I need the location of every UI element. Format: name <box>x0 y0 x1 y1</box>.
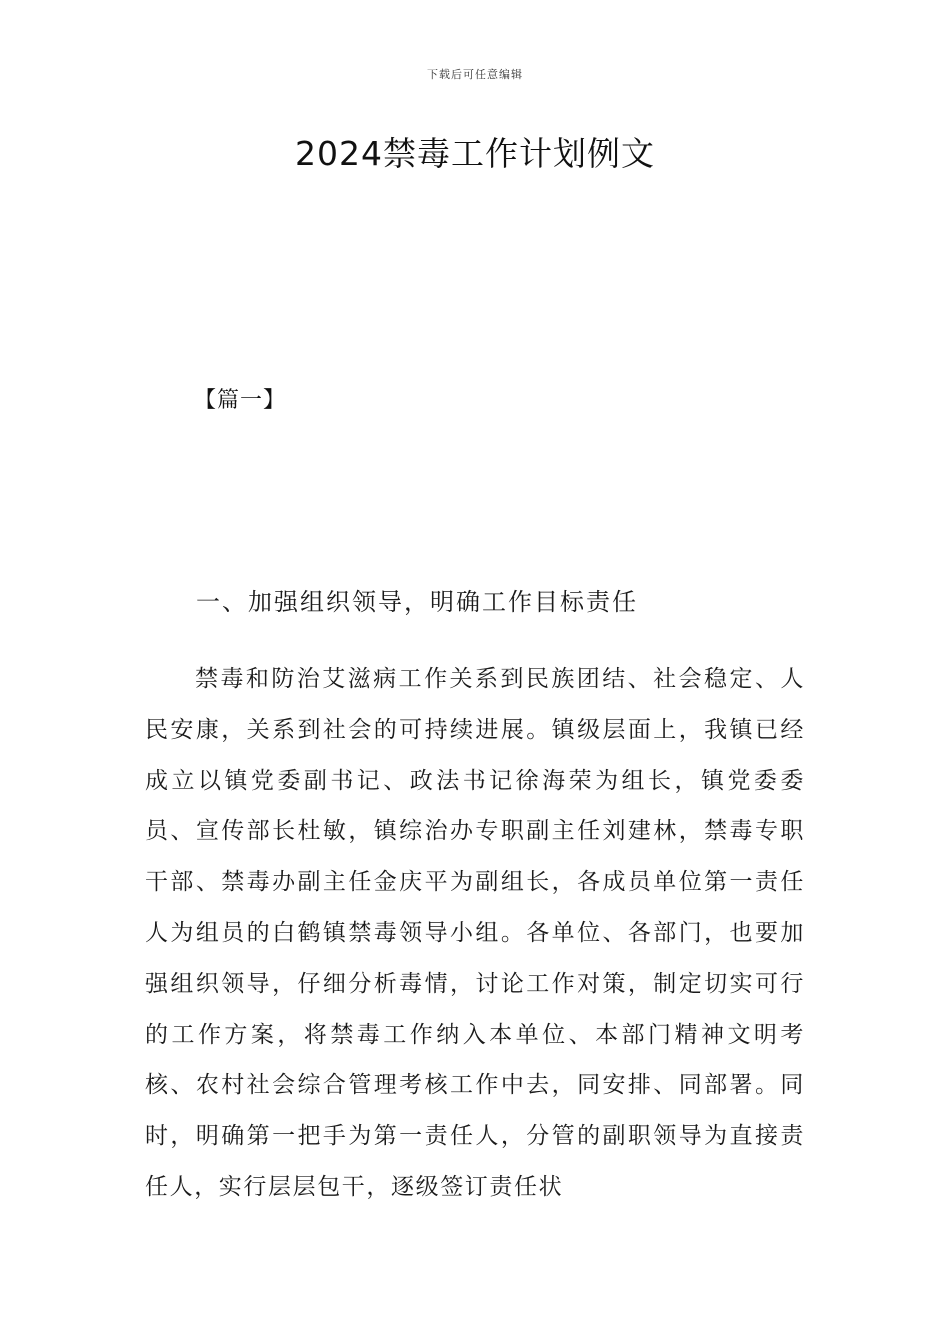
body-paragraph: 禁毒和防治艾滋病工作关系到民族团结、社会稳定、人民安康，关系到社会的可持续进展。镇级层面上，我镇已经成立以镇党委副书记、政法书记徐海荣为组长，镇党委委员、宣传部长杜敏，镇综治办专职副主任刘建林，禁毒专职干部、禁毒办副主任金庆平为副组长，各成员单位第一责任人为组员的白鹤镇禁毒领导小组。各单位、各部门，也要加强组织领导，仔细分析毒情，讨论工作对策，制定切实可行的工作方案，将禁毒工作纳入本单位、本部门精神文明考核、农村社会综合管理考核工作中去，同安排、同部署。同时，明确第一把手为第一责任人，分管的副职领导为直接责任人，实行层层包干，逐级签订责任状 <box>145 666 805 1200</box>
section-label: 【篇一】 <box>194 388 287 413</box>
document-title: 2024禁毒工作计划例文 <box>295 134 655 173</box>
section-subheading: 一、加强组织领导，明确工作目标责任 <box>196 588 638 616</box>
page-header-note: 下载后可任意编辑 <box>427 68 523 81</box>
